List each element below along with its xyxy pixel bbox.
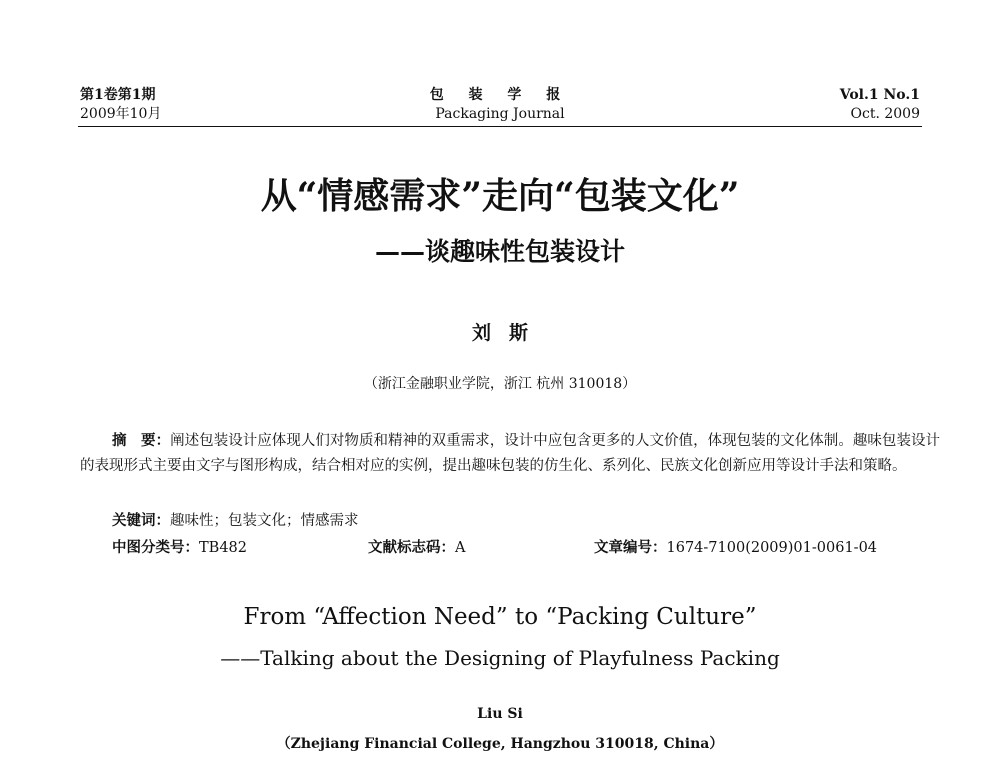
- clc-number: [112, 536, 247, 557]
- article-number-value: 1674-7100(2009)01-0061-04: [666, 540, 878, 556]
- author-name: 刘斯: [471, 322, 546, 344]
- paper-subtitle: ——谈趣味性包装设计: [374, 237, 625, 266]
- volume-issue: 第1卷第1期: [80, 87, 156, 103]
- english-subtitle: ——Talking about the Designing of Playfulness Packing: [220, 646, 780, 670]
- english-affiliation: （Zhejiang Financial College, Hangzhou 310018, China）: [276, 736, 724, 752]
- english-author: Liu Si: [477, 706, 523, 722]
- article-number-label: 文章编号：: [594, 539, 667, 556]
- issue-info-en: [840, 86, 920, 124]
- author-affiliation: （浙江金融职业学院，浙江 杭州 310018）: [363, 376, 637, 392]
- abstract-label: 摘 要：: [112, 432, 171, 449]
- abstract: [80, 428, 940, 479]
- keywords: [112, 509, 359, 530]
- abstract-text: 阐述包装设计应体现人们对物质和精神的双重需求，设计中应包含更多的人文价值，体现包装的文化体制。趣味包装设计的表现形式主要由文字与图形构成，结合相对应的实例，提出趣味包装的仿生化、系列化、民族文化创新应用等设计手法和策略。: [80, 433, 940, 474]
- document-code: [368, 536, 465, 557]
- paper-title: 从“情感需求”走向“包装文化”: [260, 175, 740, 217]
- document-code-value: A: [455, 540, 466, 556]
- journal-name-cn: 包 装 学 报: [429, 87, 571, 103]
- issue-date-en: Oct. 2009: [850, 106, 920, 122]
- journal-name-en: Packaging Journal: [435, 106, 565, 122]
- document-code-label: 文献标志码：: [368, 539, 455, 556]
- issue-date: 2009年10月: [80, 106, 162, 122]
- keywords-text: 趣味性；包装文化；情感需求: [170, 513, 359, 529]
- clc-label: 中图分类号：: [112, 539, 199, 556]
- journal-header: [78, 86, 922, 127]
- article-number: [594, 536, 877, 557]
- english-title: From “Affection Need” to “Packing Culture”: [243, 604, 757, 630]
- clc-value: TB482: [199, 540, 248, 556]
- keywords-label: 关键词：: [112, 512, 170, 529]
- volume-issue-en: Vol.1 No.1: [839, 87, 920, 103]
- journal-name: [78, 86, 922, 124]
